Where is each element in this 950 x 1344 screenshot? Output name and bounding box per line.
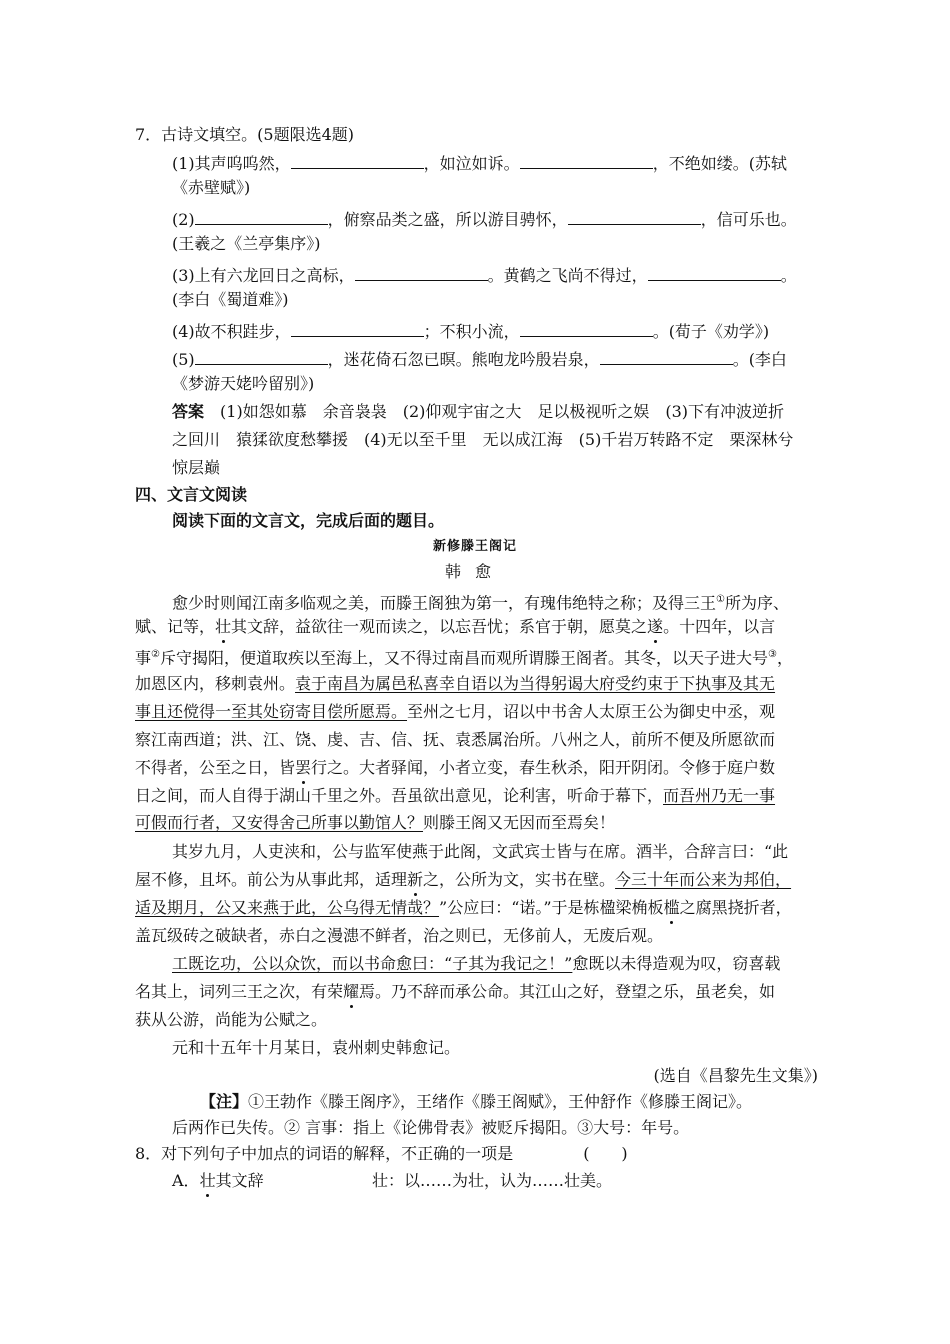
- text: 愈既以未得造观为叹，窃喜载: [572, 954, 781, 973]
- fill-blank: [355, 262, 488, 281]
- text: 。: [780, 266, 797, 285]
- text: ，俯察品类之盛，所以游目骋怀，: [327, 210, 568, 229]
- text: ，迷花倚石忽已暝。熊咆龙吟殷岩泉，: [327, 350, 600, 369]
- note-line-1: [200, 1091, 752, 1113]
- text: 之腐黑挠折者，: [679, 898, 792, 917]
- text: ，如泣如诉。: [423, 154, 520, 173]
- section-instruction: 阅读下面的文言文，完成后面的题目。: [172, 511, 445, 530]
- answer-paren: ( ): [583, 1144, 628, 1163]
- fill-blank: [568, 206, 701, 225]
- text: (1)其声呜呜然，: [172, 154, 291, 173]
- fill-blank: [195, 206, 328, 225]
- q7-line-3: [172, 206, 797, 231]
- article-line: [135, 616, 775, 638]
- text: (4)故不积跬步，: [172, 322, 291, 341]
- text: 赋、记等，: [135, 617, 216, 636]
- dotted-word: 槛: [663, 898, 680, 917]
- article-line: [135, 701, 775, 723]
- text: ，信可乐也。: [700, 210, 797, 229]
- fill-blank: [600, 346, 733, 365]
- article-line: 察江南西道；洪、江、饶、虔、吉、信、抚、袁悉属治所。八州之人，前所不便及所愿欲而: [135, 730, 776, 749]
- underlined-sentence: 而吾州乃无一事: [663, 786, 776, 805]
- article-title: 新修滕王阁记: [432, 539, 517, 554]
- text: 其文辞: [215, 1171, 264, 1190]
- fill-blank: [291, 318, 424, 337]
- article-line: 元和十五年十月某日，袁州刺史韩愈记。: [172, 1038, 461, 1057]
- article-line: [135, 897, 792, 919]
- text: ；不积小流，: [423, 322, 520, 341]
- text: 愈少时则闻江南多临观之美，而滕王阁独为第一，有瑰伟绝特之称；及得三王: [172, 593, 717, 613]
- answer-line-2: 之回川 猿猱欲度愁攀援 (4)无以至千里 无以成江海 (5)千岩万转路不定 栗深林兮: [172, 430, 794, 449]
- underlined-sentence: 可假而行者，又安得舍己所事以勤馆人？: [135, 813, 424, 832]
- text: 斥守揭阳，便道取疾以至海上，又不得过南昌而观所谓滕王阁者。其冬，以天子进大号: [159, 648, 768, 668]
- q7-line-7: [172, 318, 769, 343]
- text: 屋不修，且坏。前公为从事此邦，适理: [135, 870, 408, 889]
- text: 所为序、: [724, 593, 789, 613]
- underlined-sentence: 工既讫功，公以众饮，而以书命愈曰：“子其为我记之！”: [172, 954, 573, 973]
- q7-line-8: [172, 346, 787, 371]
- q7-line-9: 《梦游天姥吟留别》): [172, 374, 315, 393]
- text: ，: [776, 648, 793, 668]
- article-line: 其岁九月，人吏浃和，公与监军使燕于此阁，文武宾士皆与在席。酒半，合辞言曰：“此: [172, 842, 789, 861]
- text: ，不绝如缕。(苏轼: [652, 154, 787, 173]
- section-heading: 四、文言文阅读: [135, 485, 248, 504]
- underlined-sentence: 事且还傥得一至其处窃寄目偿所愿焉。: [135, 702, 408, 721]
- note-label: 【注】: [200, 1092, 249, 1111]
- fill-blank: [520, 318, 653, 337]
- text: 不得者，公至之日，皆: [135, 758, 296, 777]
- underlined-sentence: 袁于南昌为属邑私喜幸自语以为当得躬谒大府受约束于下执事及其无: [295, 674, 776, 693]
- article-line: [135, 644, 793, 669]
- q8-option-a-explanation: 壮：以……为壮，认为……壮美。: [372, 1171, 613, 1190]
- text: 行之。大者驿闻，小者立变，春生秋杀，阳开阴闭。令修于庭户数: [311, 758, 776, 777]
- dotted-word: 遂: [647, 617, 664, 636]
- text: (3)上有六龙回日之高标，: [172, 266, 355, 285]
- text: 日之间，而人自得于湖山千里之外。吾虽欲出意见，论利害，听命于幕下，: [135, 786, 664, 805]
- q7-line-4: (王羲之《兰亭集序》): [172, 234, 321, 253]
- text: 之，公所为文，实书在壁。: [423, 870, 616, 889]
- text: 加恩区内，移刺袁州。: [135, 674, 296, 693]
- text: 8．对下列句子中加点的词语的解释，不正确的一项是: [135, 1144, 514, 1163]
- text: 。(李白: [732, 350, 787, 369]
- dotted-word: 壮: [215, 617, 232, 636]
- q7-line-2: 《赤壁赋》): [172, 178, 251, 197]
- article-line: [135, 981, 775, 1003]
- text: ”公应曰：“诺。”于是栋楹梁桷板: [439, 898, 664, 917]
- text: ①王勃作《滕王阁序》，王绪作《滕王阁赋》，王仲舒作《修滕王阁记》。: [248, 1092, 753, 1111]
- q7-line-5: [172, 262, 797, 287]
- article-line: [135, 812, 615, 834]
- article-line: 盖瓦级砖之破缺者，赤白之漫漶不鲜者，治之则已，无侈前人，无废后观。: [135, 926, 664, 945]
- text: (5): [172, 350, 195, 369]
- article-line: 获从公游，尚能为公赋之。: [135, 1010, 328, 1029]
- text: 焉。乃不辞而承公命。其江山之好，登望之乐，虽老矣，如: [359, 982, 776, 1001]
- answer-line-1: [172, 401, 784, 423]
- answer-line-3: 惊层巅: [172, 458, 221, 477]
- q7-line-6: (李白《蜀道难》): [172, 290, 289, 309]
- option-label: A．: [172, 1171, 200, 1190]
- dotted-word: 壮: [199, 1171, 216, 1190]
- text: 。十四年，以言: [663, 617, 776, 636]
- fill-blank: [291, 150, 424, 169]
- fill-blank: [648, 262, 781, 281]
- answer-label: 答案: [172, 402, 205, 421]
- text: (2): [172, 210, 195, 229]
- article-source: (选自《昌黎先生文集》): [653, 1066, 818, 1085]
- text: 事: [135, 648, 152, 668]
- text: 名其上，词列三王之次，有荣: [135, 982, 344, 1001]
- footnote-marker: ①: [716, 594, 725, 605]
- dotted-word: 耀: [343, 982, 360, 1001]
- article-line: [135, 869, 791, 891]
- dotted-word: 罢: [295, 758, 312, 777]
- text: 至州之七月，诏以中书舍人太原王公为御史中丞，观: [407, 702, 776, 721]
- dotted-word: 新: [407, 870, 424, 889]
- note-line-2: 后两作已失传。② 言事：指上《论佛骨表》被贬斥揭阳。③大号：年号。: [172, 1118, 690, 1137]
- text: (1)如怨如慕 余音袅袅 (2)仰观宇宙之大 足以极视听之娱 (3)下有冲波逆折: [220, 402, 785, 421]
- underlined-sentence: 适及期月，公又来燕于此，公乌得无情哉？: [135, 898, 440, 917]
- article-author: 韩愈: [444, 562, 505, 581]
- text: 。(荀子《劝学》): [652, 322, 770, 341]
- fill-blank: [195, 346, 328, 365]
- article-line: [135, 785, 775, 807]
- footnote-marker: ②: [151, 649, 160, 660]
- q7-heading: 7．古诗文填空。(5题限选4题): [135, 125, 355, 144]
- fill-blank: [520, 150, 653, 169]
- text: 其文辞，益欲往一观而读之，以忘吾忧；系官于朝，愿莫之: [231, 617, 648, 636]
- article-line: [172, 953, 780, 975]
- q7-line-1: [172, 150, 787, 175]
- article-line: [135, 757, 775, 779]
- article-line: [135, 673, 775, 695]
- text: 。黄鹤之飞尚不得过，: [487, 266, 648, 285]
- q8-heading: [135, 1143, 628, 1165]
- q8-option-a: [172, 1170, 264, 1192]
- footnote-marker: ③: [768, 649, 777, 660]
- underlined-sentence: 今三十年而公来为邦伯，: [615, 870, 792, 889]
- text: 则滕王阁又无因而至焉矣！: [423, 813, 616, 832]
- article-line: [172, 589, 827, 614]
